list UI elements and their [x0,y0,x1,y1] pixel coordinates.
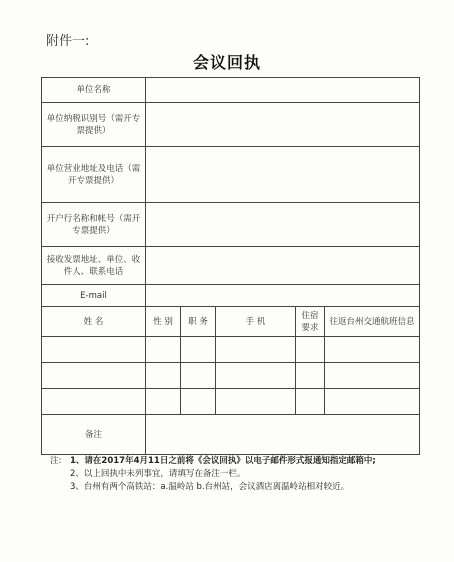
header-position: 职 务 [181,307,216,337]
attendee-position-cell[interactable] [181,337,216,363]
form-row-bank-account [42,203,420,247]
row-label: 单位名称 [42,78,146,103]
attendee-accommodation-cell[interactable] [296,337,325,363]
notes-section [50,455,440,494]
form-title: 会议回执 [192,53,261,72]
company-name-field[interactable] [146,78,420,103]
attendee-travel-cell[interactable] [325,337,420,363]
attendee-position-cell[interactable] [181,389,216,415]
attendee-name-cell[interactable] [42,389,146,415]
row-label: 开户行名称和帐号（需开专票提供） [42,203,146,247]
header-mobile: 手 机 [216,307,296,337]
attendee-name-cell[interactable] [42,337,146,363]
attendee-mobile-cell[interactable] [216,363,296,389]
attendee-gender-cell[interactable] [146,389,181,415]
attendee-gender-cell[interactable] [146,363,181,389]
address-phone-field[interactable] [146,147,420,203]
note-text: 1、请在2017年4月11日之前将《会议回执》以电子邮件形式报通知指定邮箱中; [70,456,376,466]
attendee-mobile-cell[interactable] [216,337,296,363]
attendee-travel-cell[interactable] [325,389,420,415]
form-row-email [42,285,420,307]
form-row-invoice-address [42,247,420,285]
attendee-header-row [42,307,420,337]
attendee-row [42,337,420,363]
header-accommodation: 住宿要求 [296,307,325,337]
attendee-accommodation-cell[interactable] [296,363,325,389]
remarks-field[interactable] [146,415,420,455]
attendee-name-cell[interactable] [42,363,146,389]
email-field[interactable] [146,285,420,307]
invoice-address-field[interactable] [146,247,420,285]
attendee-travel-cell[interactable] [325,363,420,389]
notes-prefix: 注: [50,456,62,466]
attendee-gender-cell[interactable] [146,337,181,363]
attendee-mobile-cell[interactable] [216,389,296,415]
header-name: 姓 名 [42,307,146,337]
header-gender: 性 别 [146,307,181,337]
note-item [50,468,440,481]
header-travel-info: 往返台州交通航班信息 [325,307,420,337]
attendee-position-cell[interactable] [181,363,216,389]
form-row-tax-id [42,103,420,147]
form-row-company-name [42,78,420,103]
note-text: 3、台州有两个高铁站：a.温岭站 b.台州站，会议酒店离温岭站相对较近。 [70,482,350,492]
row-label: E-mail [42,285,146,307]
note-item [50,455,440,468]
attendee-row [42,389,420,415]
row-label: 接收发票地址、单位、收件人、联系电话 [42,247,146,285]
remarks-label: 备注 [42,415,146,455]
bank-account-field[interactable] [146,203,420,247]
row-label: 单位纳税识别号（需开专票提供） [42,103,146,147]
remarks-row [42,415,420,455]
attendee-accommodation-cell[interactable] [296,389,325,415]
receipt-form [41,77,420,455]
note-item [50,481,440,494]
attendee-row [42,363,420,389]
form-row-address-phone [42,147,420,203]
attachment-label: 附件一: [46,34,90,49]
row-label: 单位营业地址及电话（需开专票提供） [42,147,146,203]
note-text: 2、以上回执中未列事宜，请填写在备注一栏。 [70,469,246,479]
tax-id-field[interactable] [146,103,420,147]
